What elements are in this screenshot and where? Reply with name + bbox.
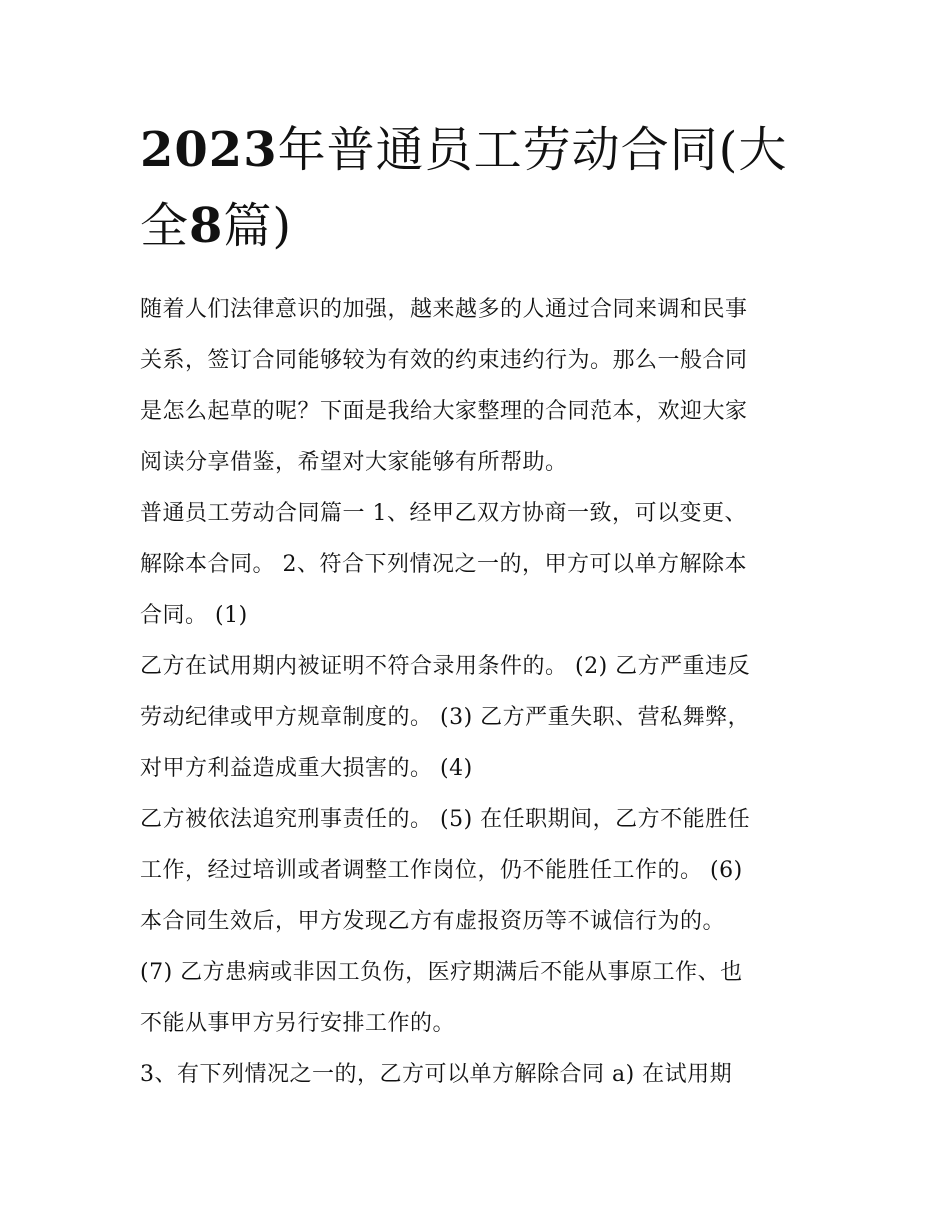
title-count: 8 bbox=[189, 198, 224, 254]
body-line: 关系，签订合同能够较为有效的约束违约行为。那么一般合同 bbox=[140, 348, 748, 373]
body-line: 劳动纪律或甲方规章制度的。 (3) 乙方严重失职、营私舞弊， bbox=[140, 705, 751, 730]
title-year: 2023 bbox=[140, 122, 278, 178]
body-line: 乙方被依法追究刑事责任的。 (5) 在任职期间，乙方不能胜任 bbox=[140, 807, 751, 832]
body-line: 工作，经过培训或者调整工作岗位，仍不能胜任工作的。 (6) bbox=[140, 858, 743, 883]
body-line: 解除本合同。 2、符合下列情况之一的，甲方可以单方解除本 bbox=[140, 552, 747, 577]
body-line: 本合同生效后，甲方发现乙方有虚报资历等不诚信行为的。 bbox=[140, 909, 726, 934]
title-text-line1: 年普通员工劳动合同(大 bbox=[277, 122, 788, 178]
document-title bbox=[140, 112, 820, 264]
title-text-line2b: 篇) bbox=[223, 198, 293, 254]
title-text-line2a: 全 bbox=[140, 198, 190, 254]
body-line: (7) 乙方患病或非因工负伤，医疗期满后不能从事原工作、也 bbox=[140, 960, 743, 985]
body-line: 阅读分享借鉴，希望对大家能够有所帮助。 bbox=[140, 450, 568, 475]
body-line: 对甲方利益造成重大损害的。 (4) bbox=[140, 756, 473, 781]
document-page bbox=[140, 112, 820, 1100]
body-line: 乙方在试用期内被证明不符合录用条件的。 (2) 乙方严重违反 bbox=[140, 654, 751, 679]
body-line: 3、有下列情况之一的，乙方可以单方解除合同 a) 在试用期 bbox=[140, 1062, 733, 1087]
body-line: 不能从事甲方另行安排工作的。 bbox=[140, 1011, 456, 1036]
body-line: 随着人们法律意识的加强，越来越多的人通过合同来调和民事 bbox=[140, 297, 748, 322]
body-line: 是怎么起草的呢？下面是我给大家整理的合同范本，欢迎大家 bbox=[140, 399, 748, 424]
body-line: 普通员工劳动合同篇一 1、经甲乙双方协商一致，可以变更、 bbox=[140, 501, 747, 526]
body-line: 合同。 (1) bbox=[140, 603, 248, 628]
document-body bbox=[140, 284, 820, 1100]
